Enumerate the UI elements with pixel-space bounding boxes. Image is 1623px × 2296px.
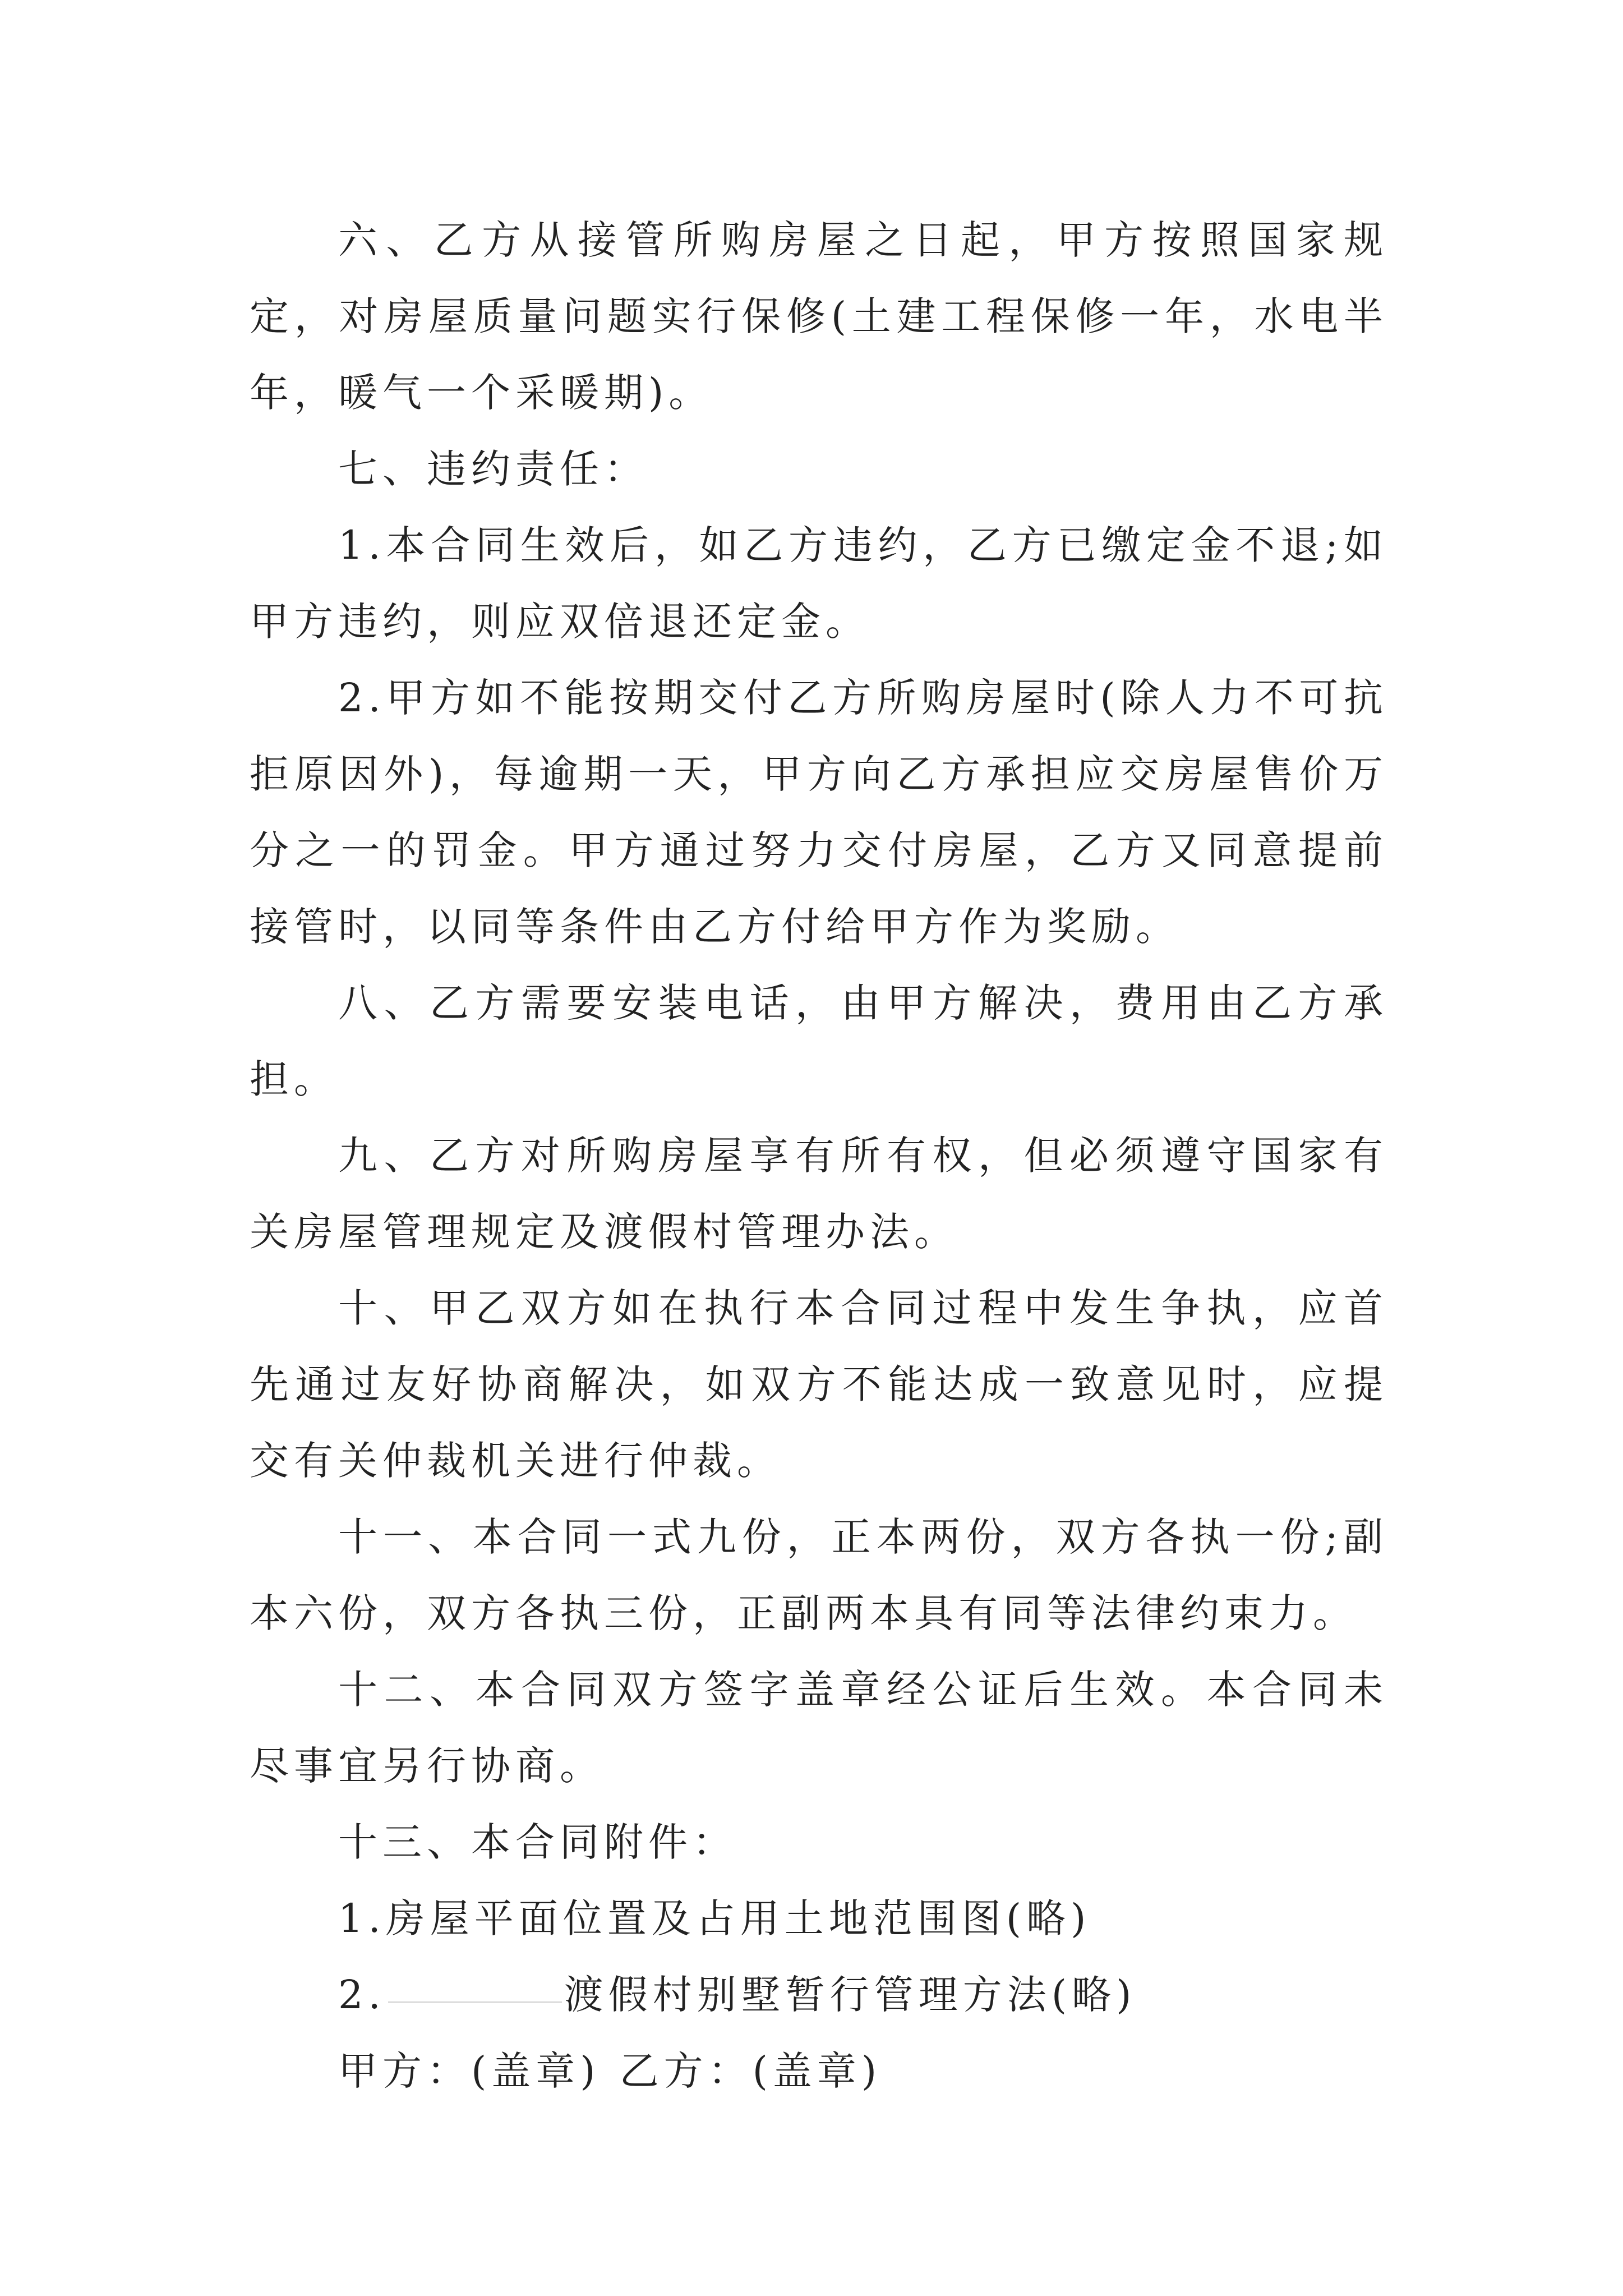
clause-13-attachment-1: 1.房屋平面位置及占用土地范围图(略) xyxy=(338,1895,1091,1941)
clause-7-heading: 七、违约责任： xyxy=(338,446,648,492)
fill-in-blank-line xyxy=(388,2001,562,2003)
party-a-seal: 甲方：(盖章) xyxy=(338,2048,601,2094)
clause-13-heading: 十三、本合同附件： xyxy=(338,1819,737,1865)
clause-10-dispute: 十、甲乙双方如在执行本合同过程中发生争执，应首先通过友好协商解决，如双方不能达成一致意见时，应提交有关仲裁机关进行仲裁。 xyxy=(250,1285,1388,1484)
clause-7-item-2: 2.甲方如不能按期交付乙方所购房屋时(除人力不可抗拒原因外)，每逾期一天，甲方向乙方承担应交房屋售价万分之一的罚金。甲方通过努力交付房屋，乙方又同意提前接管时，以同等条件由乙方付给甲方作为奖励。 xyxy=(250,675,1388,950)
attachment-2-number: 2. xyxy=(338,1972,386,2018)
contract-body xyxy=(250,202,1388,2109)
attachment-2-text: 渡假村别墅暂行管理方法(略) xyxy=(564,1972,1137,2018)
party-b-seal: 乙方：(盖章) xyxy=(619,2048,882,2094)
clause-8-telephone: 八、乙方需要安装电话，由甲方解决，费用由乙方承担。 xyxy=(250,980,1388,1102)
clause-6-warranty: 六、乙方从接管所购房屋之日起，甲方按照国家规定，对房屋质量问题实行保修(土建工程保修一年，水电半年，暖气一个采暖期)。 xyxy=(250,217,1388,416)
clause-13-attachment-2 xyxy=(250,1957,1388,2033)
clause-7-item-1: 1.本合同生效后，如乙方违约，乙方已缴定金不退;如甲方违约，则应双倍退还定金。 xyxy=(250,522,1388,645)
clause-12-effectiveness: 十二、本合同双方签字盖章经公证后生效。本合同未尽事宜另行协商。 xyxy=(250,1667,1388,1789)
signature-line xyxy=(250,2033,1388,2109)
clause-11-copies: 十一、本合同一式九份，正本两份，双方各执一份;副本六份，双方各执三份，正副两本具有同等法律约束力。 xyxy=(250,1514,1388,1636)
clause-9-ownership: 九、乙方对所购房屋享有所有权，但必须遵守国家有关房屋管理规定及渡假村管理办法。 xyxy=(250,1133,1388,1255)
